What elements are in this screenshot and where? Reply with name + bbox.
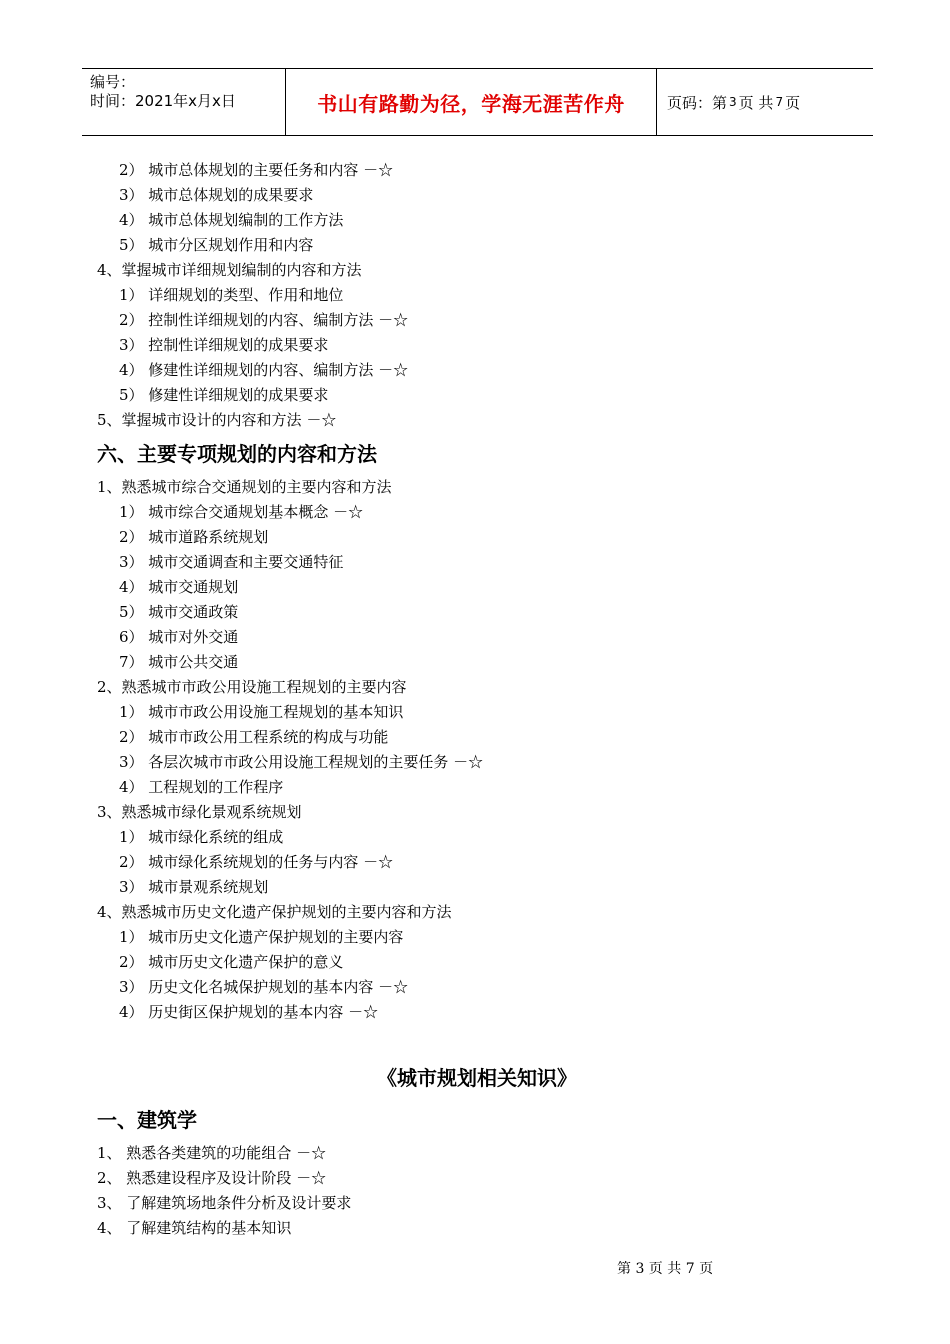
outline-heading: 1、 熟悉各类建筑的功能组合 －☆ [97, 1144, 327, 1162]
header-page-info [657, 69, 873, 135]
page-footer: 第 3 页 共 7 页 [617, 1261, 714, 1277]
outline-item: 3） 城市交通调查和主要交通特征 [119, 553, 344, 571]
outline-item: 6） 城市对外交通 [119, 628, 239, 646]
outline-item: 4） 城市交通规划 [119, 578, 239, 596]
date-label: 时间：2021年x月x日 [90, 92, 236, 110]
outline-heading: 2、 熟悉建设程序及设计阶段 －☆ [97, 1169, 327, 1187]
outline-item: 5） 城市交通政策 [119, 603, 239, 621]
outline-item: 4） 修建性详细规划的内容、编制方法 －☆ [119, 361, 409, 379]
outline-item: 4） 城市总体规划编制的工作方法 [119, 211, 344, 229]
outline-item: 2） 城市市政公用工程系统的构成与功能 [119, 728, 389, 746]
outline-item: 4） 工程规划的工作程序 [119, 778, 284, 796]
document-body [97, 158, 877, 1241]
outline-item: 2） 城市历史文化遗产保护的意义 [119, 953, 344, 971]
outline-item: 1） 详细规划的类型、作用和地位 [119, 286, 344, 304]
outline-item: 1） 城市市政公用设施工程规划的基本知识 [119, 703, 404, 721]
outline-item: 3） 各层次城市市政公用设施工程规划的主要任务 －☆ [119, 753, 484, 771]
header-info [82, 69, 285, 135]
outline-heading: 3、 了解建筑场地条件分析及设计要求 [97, 1194, 352, 1212]
outline-item: 3） 城市景观系统规划 [119, 878, 269, 896]
outline-item: 7） 城市公共交通 [119, 653, 239, 671]
page-number: 3 [729, 95, 737, 109]
outline-item: 1） 城市综合交通规划基本概念 －☆ [119, 503, 364, 521]
outline-heading: 4、掌握城市详细规划编制的内容和方法 [97, 261, 362, 279]
outline-heading: 2、熟悉城市市政公用设施工程规划的主要内容 [97, 678, 407, 696]
outline-item: 3） 控制性详细规划的成果要求 [119, 336, 329, 354]
section-heading: 六、主要专项规划的内容和方法 [97, 442, 377, 466]
outline-item: 2） 城市道路系统规划 [119, 528, 269, 546]
outline-heading: 1、熟悉城市综合交通规划的主要内容和方法 [97, 478, 392, 496]
outline-item: 2） 城市总体规划的主要任务和内容 －☆ [119, 161, 394, 179]
outline-item: 1） 城市历史文化遗产保护规划的主要内容 [119, 928, 404, 946]
section-heading: 一、建筑学 [97, 1108, 197, 1132]
outline-item: 4） 历史街区保护规划的基本内容 －☆ [119, 1003, 379, 1021]
page-suffix: 页 [785, 93, 801, 112]
page-header [82, 68, 873, 136]
outline-item: 3） 历史文化名城保护规划的基本内容 －☆ [119, 978, 409, 996]
outline-heading: 3、熟悉城市绿化景观系统规划 [97, 803, 302, 821]
page-mid: 页 共 [738, 93, 774, 112]
page-total: 7 [775, 95, 784, 109]
outline-item: 2） 城市绿化系统规划的任务与内容 －☆ [119, 853, 394, 871]
page-prefix: 页码：第 [667, 93, 728, 112]
header-motto: 书山有路勤为径，学海无涯苦作舟 [285, 69, 657, 135]
outline-item: 5） 修建性详细规划的成果要求 [119, 386, 329, 404]
outline-item: 2） 控制性详细规划的内容、编制方法 －☆ [119, 311, 409, 329]
outline-item: 1） 城市绿化系统的组成 [119, 828, 284, 846]
outline-heading: 4、 了解建筑结构的基本知识 [97, 1219, 292, 1237]
outline-item: 5） 城市分区规划作用和内容 [119, 236, 314, 254]
outline-heading: 5、掌握城市设计的内容和方法 －☆ [97, 411, 337, 429]
outline-item: 3） 城市总体规划的成果要求 [119, 186, 314, 204]
outline-heading: 4、熟悉城市历史文化遗产保护规划的主要内容和方法 [97, 903, 452, 921]
code-label: 编号： [90, 73, 136, 91]
book-title: 《城市规划相关知识》 [377, 1066, 577, 1090]
